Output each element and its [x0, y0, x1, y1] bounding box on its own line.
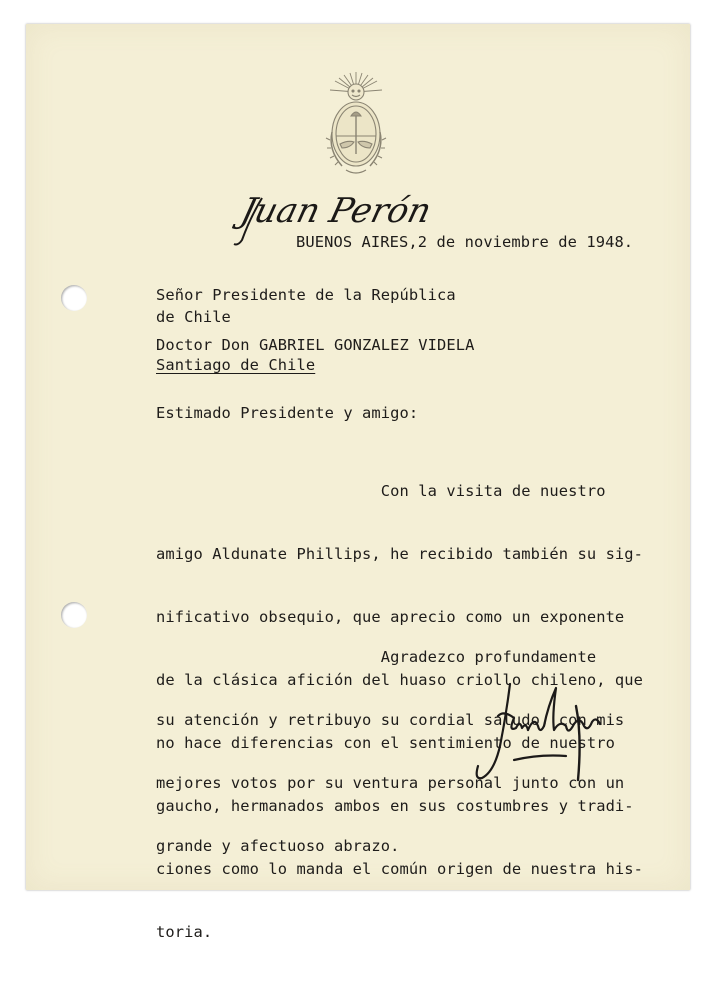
paragraph-1-line: ciones como lo manda el común origen de nuestra his-	[156, 860, 644, 878]
salutation: Estimado Presidente y amigo:	[156, 404, 419, 422]
recipient-line-4: Santiago de Chile	[156, 356, 316, 374]
paragraph-1-line: toria.	[156, 923, 213, 941]
paragraph-2-line: su atención y retribuyo su cordial saludo, con mis	[156, 711, 625, 729]
paragraph-1-line: amigo Aldunate Phillips, he recibido también su sig-	[156, 545, 644, 563]
paragraph-2-line: grande y afectuoso abrazo.	[156, 837, 400, 855]
recipient-line-2: de Chile	[156, 308, 231, 326]
paragraph-1-line: Con la visita de nuestro	[156, 482, 606, 500]
recipient-line-1: Señor Presidente de la República	[156, 286, 456, 304]
paragraph-1-line: de la clásica afición del huaso criollo chileno, que	[156, 671, 644, 689]
punch-hole-top	[61, 285, 87, 311]
paragraph-2-line: mejores votos por su ventura personal junto con un	[156, 774, 625, 792]
paragraph-1-line: no hace diferencias con el sentimiento de nuestro	[156, 734, 615, 752]
punch-hole-bottom	[61, 602, 87, 628]
paragraph-1-line: nificativo obsequio, que aprecio como un exponente	[156, 608, 625, 626]
paragraph-1-line: gaucho, hermanados ambos en sus costumbres y tradi-	[156, 797, 634, 815]
letterhead-name-text: Juan Perón	[236, 191, 436, 231]
recipient-line-3: Doctor Don GABRIEL GONZALEZ VIDELA	[156, 336, 475, 354]
paragraph-2-line: Agradezco profundamente	[156, 648, 597, 666]
handwritten-signature	[470, 676, 610, 788]
coat-of-arms-icon	[318, 70, 394, 180]
place-date: BUENOS AIRES,2 de noviembre de 1948.	[296, 233, 634, 251]
